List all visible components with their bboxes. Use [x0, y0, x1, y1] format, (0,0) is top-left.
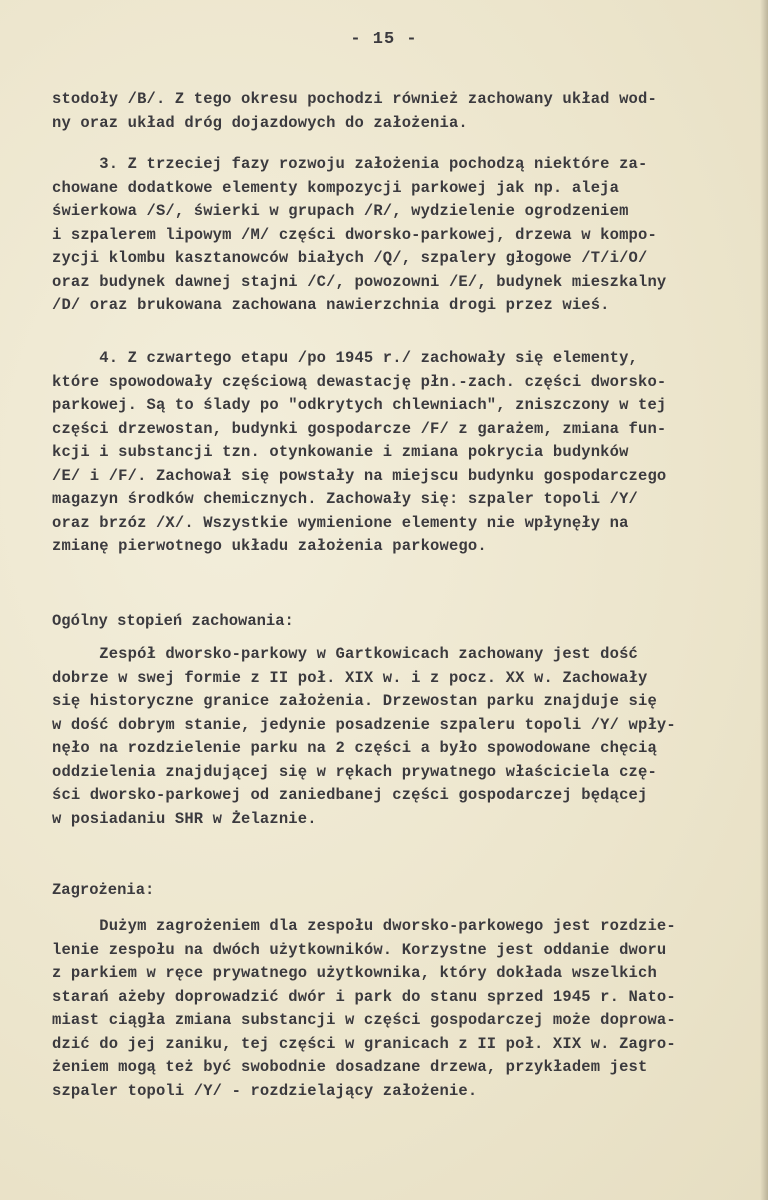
text-line: części drzewostan, budynki gospodarcze /F/ z garażem, zmiana fun- [52, 419, 667, 438]
text-line: /D/ oraz brukowana zachowana nawierzchnia drogi przez wieś. [52, 296, 610, 314]
text-line: żeniem mogą też być swobodnie dosadzane drzewa, przykładem jest [52, 1058, 648, 1076]
text-line: 4. Z czwartego etapu /po 1945 r./ zachowały się elementy, [52, 349, 638, 367]
text-line: zmianę pierwotnego układu założenia parkowego. [52, 537, 487, 555]
text-line: stodoły /B/. Z tego okresu pochodzi również zachowany układ wod- [52, 90, 657, 108]
page-number: - 15 - [350, 30, 418, 49]
text-line: się historyczne granice założenia. Drzewostan parku znajduje się [52, 692, 657, 710]
text-line: szpaler topoli /Y/ - rozdzielający założenie. [52, 1081, 478, 1100]
text-line: świerkowa /S/, świerki w grupach /R/, wydzielenie ogrodzeniem [52, 202, 629, 220]
text-line: 3. Z trzeciej fazy rozwoju założenia pochodzą niektóre za- [52, 155, 648, 173]
text-line: oraz budynek dawnej stajni /C/, powozowni /E/, budynek mieszkalny [52, 272, 667, 291]
section-heading-threats: Zagrożenia: [52, 881, 155, 899]
text-line: miast ciągła zmiana substancji w części gospodarczej może doprowa- [52, 1011, 676, 1029]
text-line: w dość dobrym stanie, jedynie posadzenie szpaleru topoli /Y/ wpły- [52, 715, 676, 734]
page-edge-shadow [760, 0, 768, 1200]
text-line: /E/ i /F/. Zachował się powstały na miejscu budynku gospodarczego [52, 466, 667, 485]
text-line: zycji klombu kasztanowców białych /Q/, szpalery głogowe /T/i/O/ [52, 249, 648, 267]
text-line: oraz brzóz /X/. Wszystkie wymienione elementy nie wpłynęły na [52, 513, 629, 532]
text-line: z parkiem w ręce prywatnego użytkownika, który dokłada wszelkich [52, 964, 657, 982]
text-line: starań ażeby doprowadzić dwór i park do stanu sprzed 1945 r. Nato- [52, 987, 676, 1006]
text-line: które spowodowały częściową dewastację płn.-zach. części dworsko- [52, 372, 667, 391]
text-line: i szpalerem lipowym /M/ części dworsko-parkowej, drzewa w kompo- [52, 225, 657, 244]
text-line: dobrze w swej formie z II poł. XIX w. i z pocz. XX w. Zachowały [52, 668, 648, 687]
text-line: dzić do jej zaniku, tej części w granicach z II poł. XIX w. Zagro- [52, 1034, 676, 1053]
text-line: nęło na rozdzielenie parku na 2 części a było spowodowane chęcią [52, 739, 657, 757]
text-line: Zespół dworsko-parkowy w Gartkowicach zachowany jest dość [52, 645, 638, 663]
text-line: magazyn środków chemicznych. Zachowały się: szpaler topoli /Y/ [52, 490, 638, 508]
text-line: oddzielenia znajdującej się w rękach prywatnego właściciela czę- [52, 762, 657, 781]
text-line: chowane dodatkowe elementy kompozycji parkowej jak np. aleja [52, 178, 620, 197]
text-line: ny oraz układ dróg dojazdowych do założenia. [52, 113, 468, 132]
text-line: lenie zespołu na dwóch użytkowników. Korzystne jest oddanie dworu [52, 940, 667, 959]
text-line: parkowej. Są to ślady po "odkrytych chlewniach", zniszczony w tej [52, 396, 667, 414]
text-line: w posiadaniu SHR w Żelaznie. [52, 809, 317, 828]
text-line: Dużym zagrożeniem dla zespołu dworsko-parkowego jest rozdzie- [52, 917, 676, 935]
paragraph-1 [52, 88, 742, 135]
paragraph-3 [52, 347, 742, 559]
text-line: kcji i substancji tzn. otynkowanie i zmiana pokrycia budynków [52, 443, 629, 461]
paragraph-4 [52, 643, 742, 831]
paragraph-5 [52, 915, 742, 1103]
text-line: ści dworsko-parkowej od zaniedbanej części gospodarczej będącej [52, 786, 648, 804]
paragraph-2 [52, 153, 742, 318]
section-heading-general-state: Ogólny stopień zachowania: [52, 612, 294, 630]
